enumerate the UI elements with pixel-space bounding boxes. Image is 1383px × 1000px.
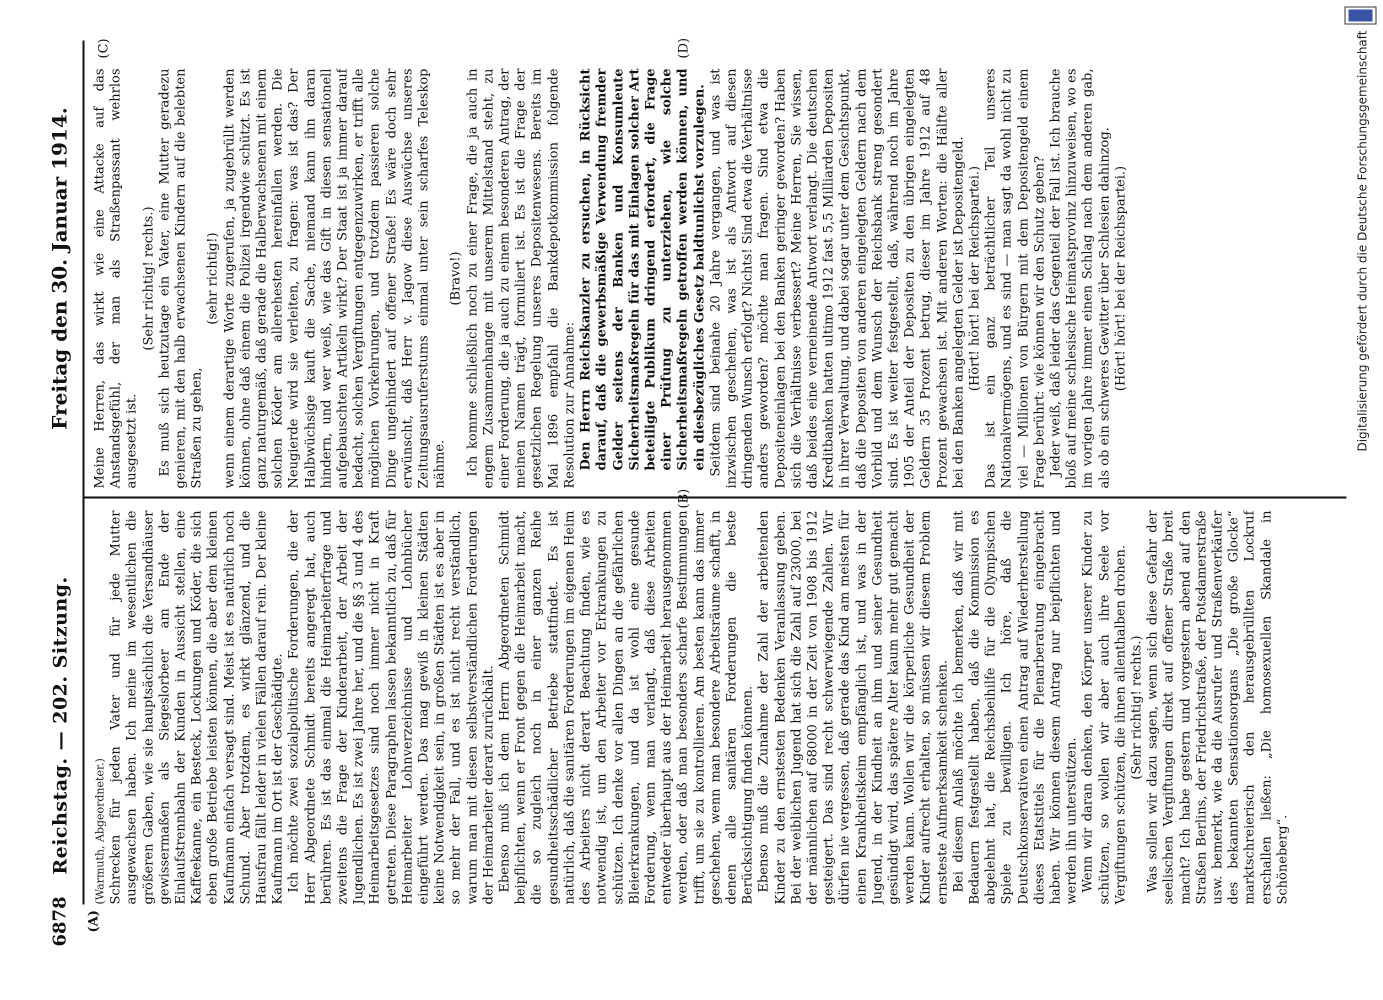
page-number: 6878 bbox=[49, 895, 70, 946]
paragraph: Ich möchte zwei sozialpolitische Forderungen, die der Herr Abgeordnete Schmidt bereits angeregt hat, auch berühren. Es ist das einmal die Heimarbeiterfrage und zweitens die Frage der Kinderarbeit, der Arbeit der Jugendlichen. Es ist zwei Jahre her, und die §§ 3 und 4 des Heimarbeitsgesetzes sind noch immer nicht in Kraft getreten. Diese Paragraphen lassen bekanntlich zu, daß für Heimarbeiter Lohnverzeichnisse und Lohnbücher eingeführt werden. Das mag gewiß in kleinen Städten keine Notwendigkeit sein, in großen Städten ist es aber in so mehr der Fall, und es ist nicht recht verständlich, warum man mit diesen selbstverständlichen Forderungen der Heimarbeiter derart zurückhält. bbox=[286, 510, 496, 904]
dfg-logo-mark bbox=[1348, 9, 1372, 21]
margin-marker-c: (C) bbox=[96, 37, 111, 58]
right-column bbox=[92, 68, 1345, 488]
interjection: (Bravo!) bbox=[448, 250, 464, 306]
paragraph: Meine Herren, das wirkt wie eine Attacke auf das Anstandsgefühl, der man als Straßenpassant wehrlos ausgesetzt ist. bbox=[92, 68, 140, 488]
paragraph: Ebenso muß ich dem Herrn Abgeordneten Schmidt beipflichten, wenn er Front gegen die Heimarbeit macht, die so zugleich noch in einer ganzen Reihe gesundheitsschädlicher Betriebe stattfindet. Es ist natürlich, daß die sanitären Forderungen im eigenen Heim des Arbeiters nicht derart Beachtung finden, wie es notwendig ist, um den Arbeiter vor Erkrankungen zu schützen. Ich denke vor allen Dingen an die gefährlichen Bleierkrankungen, und da ist wohl eine gesunde Forderung, wenn man verlangt, daß diese Arbeiten entweder überhaupt aus der Heimarbeit herausgenommen werden, oder daß man besonders scharfe Bestimmungen trifft, um sie zu kontrollieren. Am besten kann das immer geschehen, wenn man besondere Arbeitsräume schafft, in denen alle sanitären Forderungen die beste Berücksichtigung finden können. bbox=[497, 510, 756, 904]
paragraph: wenn einem derartige Worte zugerufen, ja zugebrüllt werden können, ohne daß einem die Polizei irgendwie schützt. Es ist ganz naturgemäß, daß gerade die Halberwachsenen mit einem solchen Köder am allerehesten hereinfallen werden. Die Neugierde wird sie verleiten, zu fragen: was ist das? Der Halbwüchsige kauft die Sache, niemand kann ihn daran hindern, und wer weiß, wie das Gift in diesen sensationell aufgebauschten Artikeln wirkt? Der Staat ist ja immer darauf bedacht, solchen Vergiftungen entgegenzuwirken, er trifft alle möglichen Vorkehrungen, und trotzdem passieren solche Dinge ungehindert auf offener Straße! Es wäre doch sehr erwünscht, daß Herr v. Jagow diese Auswüchse unseres Zeitungsausruferstums einmal unter sein scharfes Teleskop nähme. bbox=[221, 68, 448, 488]
page-header-right bbox=[45, 40, 75, 496]
page-date: Freitag den 30. Januar 1914. bbox=[47, 106, 71, 430]
digitization-credit: Digitalisierung gefördert durch die Deutsche Forschungsgemeinschaft bbox=[1355, 30, 1369, 452]
left-column bbox=[92, 510, 1345, 904]
page-title: Reichstag. — 202. Sitzung. bbox=[49, 575, 71, 875]
column-divider bbox=[84, 497, 1346, 499]
interjection: (sehr richtig!) bbox=[205, 231, 221, 325]
paragraph: Ebenso muß die Zunahme der Zahl der arbeitenden Kinder zu den ernstesten Bedenken Veranlassung geben. Bei der weiblichen Jugend hat sich die Zahl auf 23000, bei der männlichen auf 68000 in der Zeit von 1908 bis 1912 gesteigert. Das sind recht schwerwiegende Zahlen. Wir dürfen nie vergessen, daß gerade das Kind am meisten für einen Krankheitskeim empfänglich ist, und was in der Jugend, in der Kindheit an ihm und seiner Gesundheit gesündigt wird, das spätere Alter kaum mehr gut gemacht werden kann. Wollen wir die körperliche Gesundheit der Kinder aufrecht erhalten, so müssen wir diesem Problem ernsteste Aufmerksamkeit schenken. bbox=[756, 510, 950, 904]
paragraph: Ich komme schließlich noch zu einer Frage, die ja auch in engem Zusammenhange mit unserem Mittelstand steht, zu einer Forderung, die ja auch zu einem besonderen Antrag, der meinen Namen trägt, formuliert ist. Es ist die Frage der gesetzlichen Regelung unseres Depositenwesens. Bereits im Mai 1896 empfahl die Bankdepotkommission folgende Resolution zur Annahme: bbox=[464, 68, 577, 488]
paragraph: Bei diesem Anlaß möchte ich bemerken, daß wir mit Bedauern festgestellt haben, daß die Kommission es abgelehnt hat, die Reichsbeihilfe für die Olympischen Spiele zu bewilligen. Ich höre, daß die Deutschkonservativen einen Antrag auf Wiederherstellung dieses Etatstitels für die Plenarberatung eingebracht haben. Wir können diesem Antrag nur beipflichten und werden ihn unterstützen. bbox=[950, 510, 1080, 904]
margin-marker-d: (D) bbox=[676, 37, 691, 58]
paragraph: Jeder weiß, daß leider das Gegenteil der Fall ist. Ich brauche bloß auf meine schlesische Heimatsprovinz hinzuweisen, wo es im vorigen Jahre immer einen Schlag nach dem anderen gab, als ob ein schweres Gewitter über Schlesien dahinzog. bbox=[1047, 68, 1112, 488]
margin-marker-b: (B) bbox=[676, 488, 691, 508]
page-header-left bbox=[45, 504, 75, 946]
paragraph: Schrecken für jeden Vater und für jede Mutter ausgewachsen haben. Ich meine im wesentlichen die größeren Gaben, wie sie hauptsächlich die Versandhäuser gewissermaßen als Siegeslorbeer am Ende der Einlaufstrennbahn der Kunden in Aussicht stellen, eine Kaffeekanne, ein Besteck, Lockungen und Köder, die sich eben große Betriebe leisten können, die aber dem kleinen Kaufmann einfach versagt sind. Meist ist es natürlich noch Schund. Aber trotzdem, es wirkt glänzend, und die Hausfrau fällt leider in vielen Fällen darauf rein. Der kleine Kaufmann im Ort ist der Geschädigte. bbox=[108, 510, 286, 904]
quoted-resolution: Den Herrn Reichskanzler zu ersuchen, in Rücksicht darauf, daß die gewerbsmäßige Verwendung fremder Gelder seitens der Banken und Konsumleute Sicherheitsmaßregeln für das mit Einlagen solcher Art beteiligte Publikum dringend erfordert, die Frage einer Prüfung zu unterziehen, wie solche Sicherheitsmaßregeln getroffen werden können, und ein diesbezügliches Gesetz baldtunlichst vorzulegen. bbox=[578, 68, 707, 470]
interjection: (Hört! hört! bei der Reichspartei.) bbox=[966, 165, 982, 391]
header-rule bbox=[82, 40, 84, 904]
margin-marker-a: (A) bbox=[86, 909, 101, 932]
interjection: (Hört! hört! bei der Reichspartei.) bbox=[1112, 165, 1128, 391]
paragraph: Wenn wir daran denken, den Körper unserer Kinder zu schützen, so wollen wir aber auch ihre Seele vor Vergiftungen schützen, die ihnen allenthalben drohen. bbox=[1080, 510, 1128, 904]
paragraph: Es muß sich heutzutage ein Vater, eine Mutter geradezu genieren, mit den halb erwachsenen Kindern auf die belebten Straßen zu gehen, bbox=[156, 68, 205, 488]
interjection: (Sehr richtig! rechts.) bbox=[1129, 634, 1144, 780]
paragraph: Was sollen wir dazu sagen, wenn sich diese Gefahr der seelischen Vergiftungen direkt auf offener Straße breit macht? Ich habe gestern und vorgestern abend auf den Straßen Berlins, der Friedrichstraße, der Potsdamerstraße usw. bemerkt, wie da die Ausrufer und Straßenverkäufer des bekannten Sensationsorgans „Die große Glocke“ marktschreierisch den herausgebrüllten Lockruf erschallen ließen: „Die homosexuellen Skandale in Schöneberg“. bbox=[1145, 510, 1290, 904]
paragraph: Das ist ein ganz beträchtlicher Teil unseres Nationalvermögens, und es sind — man sagt da wohl nicht zu viel — Millionen von Bürgern mit dem Depositengeld einem Frage berührt: wie können wir den Schutz geben? bbox=[983, 68, 1047, 488]
interjection: (Sehr richtig! rechts.) bbox=[140, 205, 156, 351]
dfg-logo bbox=[1344, 6, 1376, 24]
speaker-note: (Warmuth, Abgeordneter.) bbox=[93, 757, 106, 904]
paragraph: Seitdem sind beinahe 20 Jahre vergangen, und was ist inzwischen geschehen, was ist als Antwort auf diesen dringenden Wunsch erfolgt? Nichts! Sind etwa die Verhältnisse anders geworden? möchte man fragen. Sind etwa die Depositeneinlagen bei den Banken geringer geworden? Haben sich die Verhältnisse verbessert? Meine Herren, Sie wissen, daß beides eine verneinende Antwort verlangt. Die deutschen Kreditbanken hatten ultimo 1912 fast 5,5 Milliarden Depositen in ihrer Verwaltung, und dabei sogar unter dem Gesichtspunkt, daß die Depositen von anderen eingelegten Geldern nach dem Vorbild und dem Wunsch der Reichsbank streng gesondert sind. Es ist weiter festgestellt, daß, während noch im Jahre 1905 der Anteil der Depositen zu den übrigen eingelegten Geldern 35 Prozent betrug, dieser im Jahre 1912 auf 48 Prozent gewachsen ist. Mit anderen Worten: die Hälfte aller bei den Banken angelegten Gelder ist Depositengeld. bbox=[707, 68, 966, 488]
